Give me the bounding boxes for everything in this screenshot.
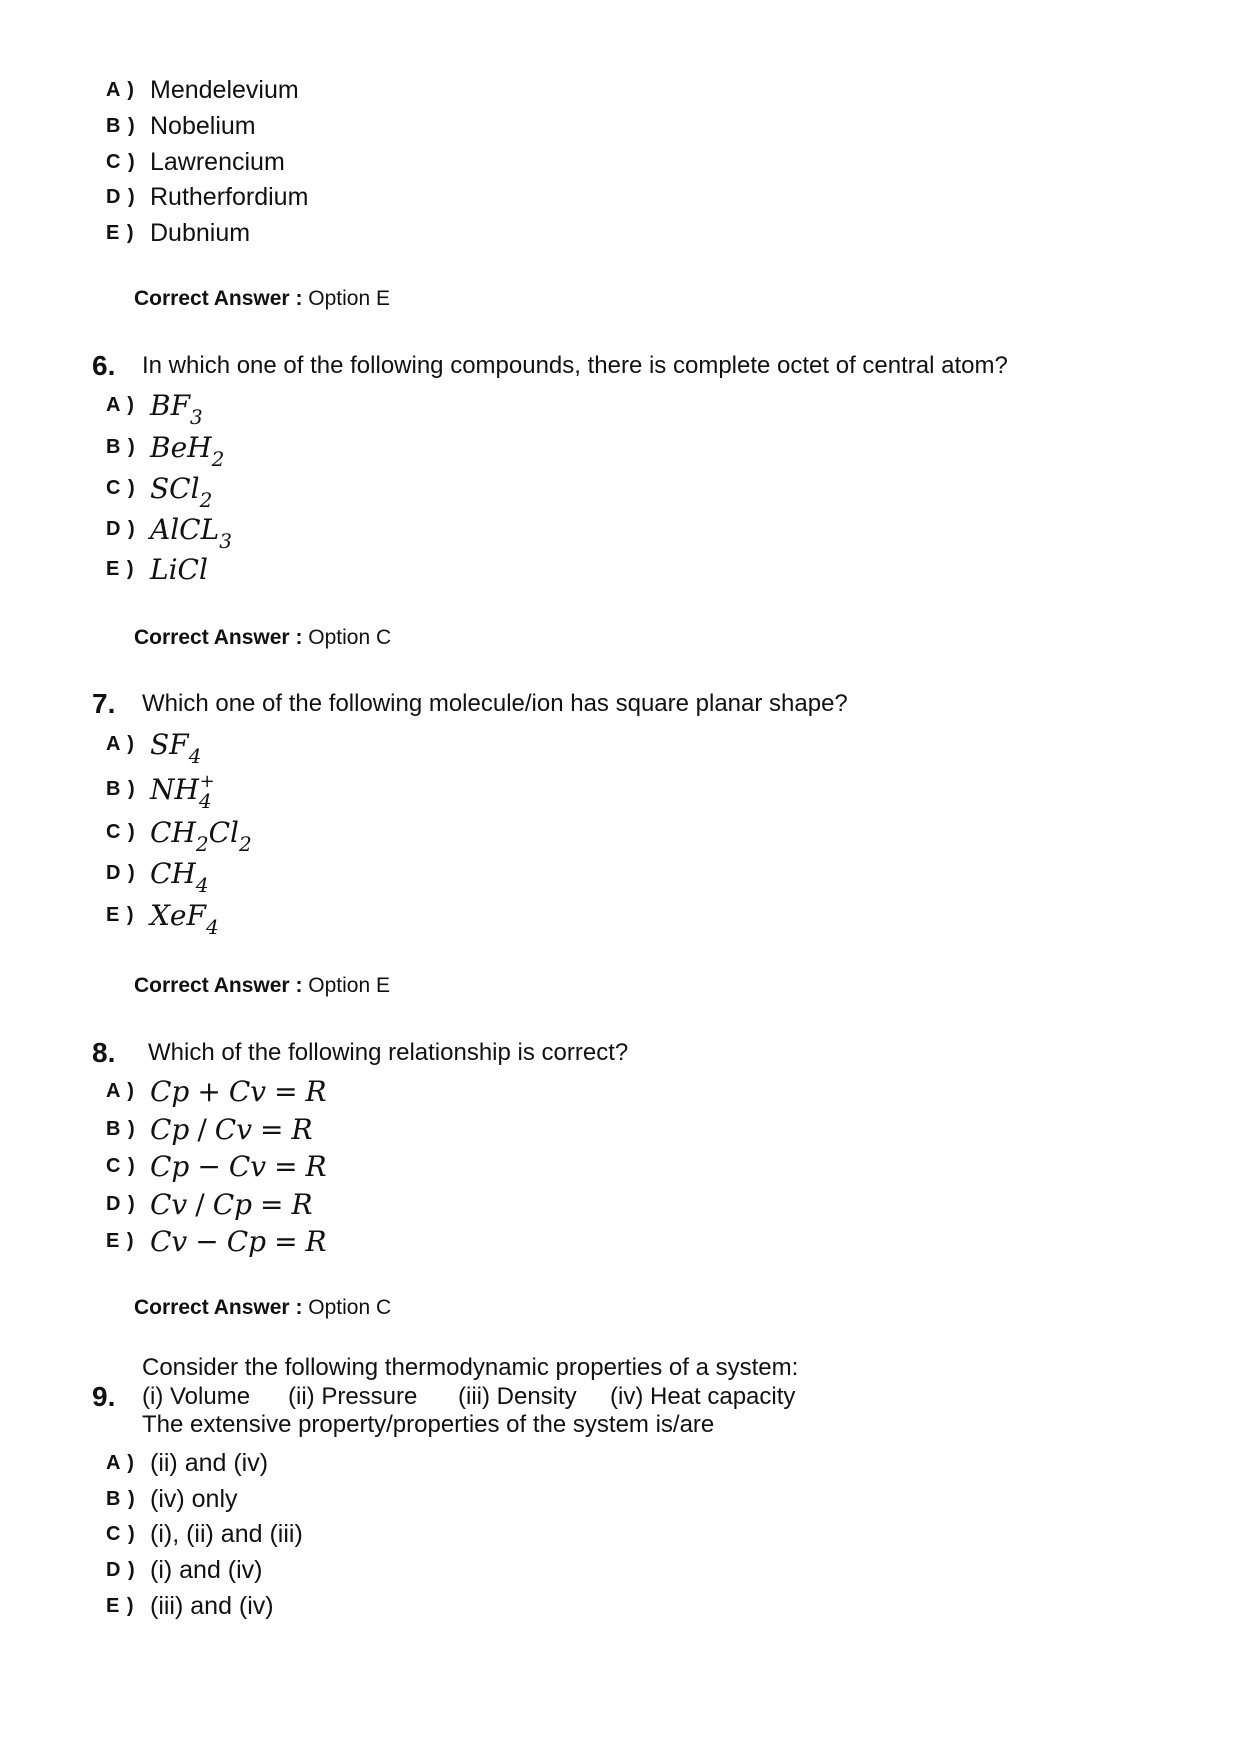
correct-answer (134, 287, 390, 311)
option-formula (150, 898, 219, 939)
formula-subscript: 4 (195, 872, 209, 897)
option-letter: D ) (106, 861, 136, 884)
formula-result: R (291, 1187, 313, 1221)
question-text: Which of the following relationship is correct? (148, 1039, 629, 1066)
correct-answer-label: Correct Answer : (134, 1296, 303, 1319)
option-b[interactable] (106, 109, 256, 143)
question-text-line-2 (142, 1383, 795, 1411)
option-letter: B ) (106, 435, 136, 458)
formula-base: CH (150, 856, 196, 890)
formula-operator: − (197, 1149, 221, 1183)
formula-result: R (305, 1149, 327, 1183)
correct-answer-value: Option C (308, 626, 392, 649)
option-letter: A ) (106, 1451, 135, 1474)
formula-subscript-2: 2 (238, 831, 252, 856)
option-formula (150, 430, 225, 471)
formula-rhs: Cp (226, 1224, 267, 1258)
option-letter: E ) (106, 221, 135, 244)
formula-result: R (305, 1224, 327, 1258)
option-formula (150, 553, 208, 586)
option-letter: B ) (106, 777, 136, 800)
option-letter: D ) (106, 1558, 136, 1581)
correct-answer-value: Option E (308, 287, 390, 310)
option-text: Dubnium (150, 218, 251, 247)
correct-answer-label: Correct Answer : (134, 287, 303, 310)
option-text: Lawrencium (150, 147, 285, 176)
option-formula (150, 727, 202, 768)
formula-superscript: + (199, 770, 215, 792)
option-letter: B ) (106, 1117, 136, 1140)
option-a[interactable] (106, 727, 202, 768)
option-text: (i) and (iv) (150, 1555, 263, 1584)
formula-equals: = (260, 1112, 284, 1146)
option-a[interactable] (106, 1446, 268, 1480)
option-a[interactable] (106, 1074, 327, 1108)
formula-subscript: 3 (190, 404, 203, 429)
option-b[interactable] (106, 1112, 313, 1146)
option-letter: C ) (106, 150, 136, 173)
option-b[interactable] (106, 770, 227, 813)
option-letter: A ) (106, 1079, 135, 1102)
option-letter: B ) (106, 1487, 136, 1510)
correct-answer (134, 626, 391, 650)
option-text: Nobelium (150, 111, 256, 140)
option-letter: E ) (106, 1229, 135, 1252)
option-b[interactable] (106, 1482, 238, 1516)
formula-lhs: Cv (150, 1224, 188, 1258)
correct-answer (134, 974, 390, 998)
option-e[interactable] (106, 552, 208, 586)
option-formula (150, 1075, 327, 1108)
option-d[interactable] (106, 1187, 313, 1221)
correct-answer-label: Correct Answer : (134, 974, 303, 997)
option-d[interactable] (106, 512, 232, 553)
formula-operator: / (197, 1112, 207, 1146)
option-c[interactable] (106, 1517, 303, 1551)
option-e[interactable] (106, 898, 219, 939)
option-letter: A ) (106, 393, 135, 416)
formula-lhs: Cp (150, 1074, 190, 1108)
formula-subscript: 4 (205, 914, 219, 939)
formula-operator: + (197, 1074, 221, 1108)
option-d[interactable] (106, 1553, 263, 1587)
formula-subscript: 4 (188, 743, 202, 768)
formula-base: NH (150, 772, 199, 806)
option-letter: D ) (106, 1192, 136, 1215)
option-e[interactable] (106, 1589, 274, 1623)
option-formula (150, 1113, 313, 1146)
option-letter: D ) (106, 517, 136, 540)
formula-result: R (291, 1112, 313, 1146)
option-formula (150, 1188, 313, 1221)
formula-equals: = (274, 1224, 298, 1258)
option-formula (150, 388, 203, 429)
option-letter: C ) (106, 1154, 136, 1177)
option-letter: C ) (106, 820, 136, 843)
formula-rhs: Cv (214, 1112, 253, 1146)
formula-operator: / (195, 1187, 205, 1221)
option-letter: D ) (106, 185, 136, 208)
question-text-line-1: Consider the following thermodynamic properties of a system: (142, 1354, 799, 1381)
formula-subscript: 2 (195, 831, 209, 856)
formula-rhs: Cp (212, 1187, 253, 1221)
formula-base: SF (150, 727, 189, 761)
option-letter: E ) (106, 1594, 135, 1617)
formula-base: LiCl (150, 552, 208, 586)
option-letter: E ) (106, 903, 135, 926)
formula-rhs: Cv (228, 1149, 267, 1183)
option-formula (150, 1150, 327, 1183)
option-a[interactable] (106, 73, 299, 107)
question-number: 6. (92, 350, 116, 381)
formula-base: XeF (150, 898, 206, 932)
option-e[interactable] (106, 216, 250, 250)
formula-subscript: 2 (199, 487, 213, 512)
correct-answer-value: Option E (308, 974, 390, 997)
option-text: (i), (ii) and (iii) (150, 1519, 303, 1548)
option-formula (150, 815, 252, 856)
formula-rhs: Cv (228, 1074, 267, 1108)
question-number: 8. (92, 1037, 116, 1068)
option-formula (150, 770, 227, 813)
question-text-line-3: The extensive property/properties of the system is/are (142, 1411, 715, 1438)
property-pressure: (ii) Pressure (288, 1383, 418, 1410)
correct-answer (134, 1296, 391, 1320)
option-d[interactable] (106, 856, 209, 897)
formula-result: R (305, 1074, 327, 1108)
option-b[interactable] (106, 430, 225, 471)
correct-answer-label: Correct Answer : (134, 626, 303, 649)
option-formula (150, 856, 209, 897)
option-text: (iii) and (iv) (150, 1591, 274, 1620)
option-c[interactable] (106, 815, 252, 856)
question-text: Which one of the following molecule/ion has square planar shape? (142, 690, 848, 717)
question-number: 9. (92, 1381, 116, 1412)
formula-lhs: Cp (150, 1112, 190, 1146)
option-letter: B ) (106, 114, 136, 137)
option-formula (150, 512, 232, 553)
formula-base: BeH (150, 430, 212, 464)
property-volume: (i) Volume (142, 1383, 251, 1410)
option-d[interactable] (106, 180, 308, 214)
option-text: (iv) only (150, 1484, 238, 1513)
question-number: 7. (92, 688, 116, 719)
option-a[interactable] (106, 388, 203, 429)
option-c[interactable] (106, 145, 285, 179)
option-formula (150, 1225, 327, 1258)
option-text: Mendelevium (150, 75, 299, 104)
formula-base: SCl (150, 471, 200, 505)
formula-equals: = (274, 1074, 298, 1108)
formula-subscript: 4 (198, 788, 212, 813)
property-density: (iii) Density (458, 1383, 577, 1410)
formula-lhs: Cp (150, 1149, 190, 1183)
option-c[interactable] (106, 471, 213, 512)
formula-base: BF (150, 388, 191, 422)
formula-base-2: Cl (208, 815, 239, 849)
property-heat-capacity: (iv) Heat capacity (610, 1383, 796, 1410)
formula-base: AlCL (150, 512, 220, 546)
option-letter: A ) (106, 78, 135, 101)
option-e[interactable] (106, 1224, 327, 1258)
option-letter: E ) (106, 557, 135, 580)
option-text: (ii) and (iv) (150, 1448, 269, 1477)
option-text: Rutherfordium (150, 182, 309, 211)
formula-operator: − (195, 1224, 219, 1258)
option-letter: C ) (106, 476, 136, 499)
option-letter: A ) (106, 732, 135, 755)
formula-subscript: 3 (219, 528, 232, 553)
correct-answer-value: Option C (308, 1296, 392, 1319)
option-c[interactable] (106, 1149, 327, 1183)
option-letter: C ) (106, 1522, 136, 1545)
formula-base: CH (150, 815, 196, 849)
formula-equals: = (260, 1187, 284, 1221)
question-text: In which one of the following compounds, there is complete octet of central atom? (142, 352, 1008, 379)
option-formula (150, 471, 213, 512)
formula-lhs: Cv (150, 1187, 188, 1221)
formula-equals: = (274, 1149, 298, 1183)
formula-subscript: 2 (211, 446, 225, 471)
